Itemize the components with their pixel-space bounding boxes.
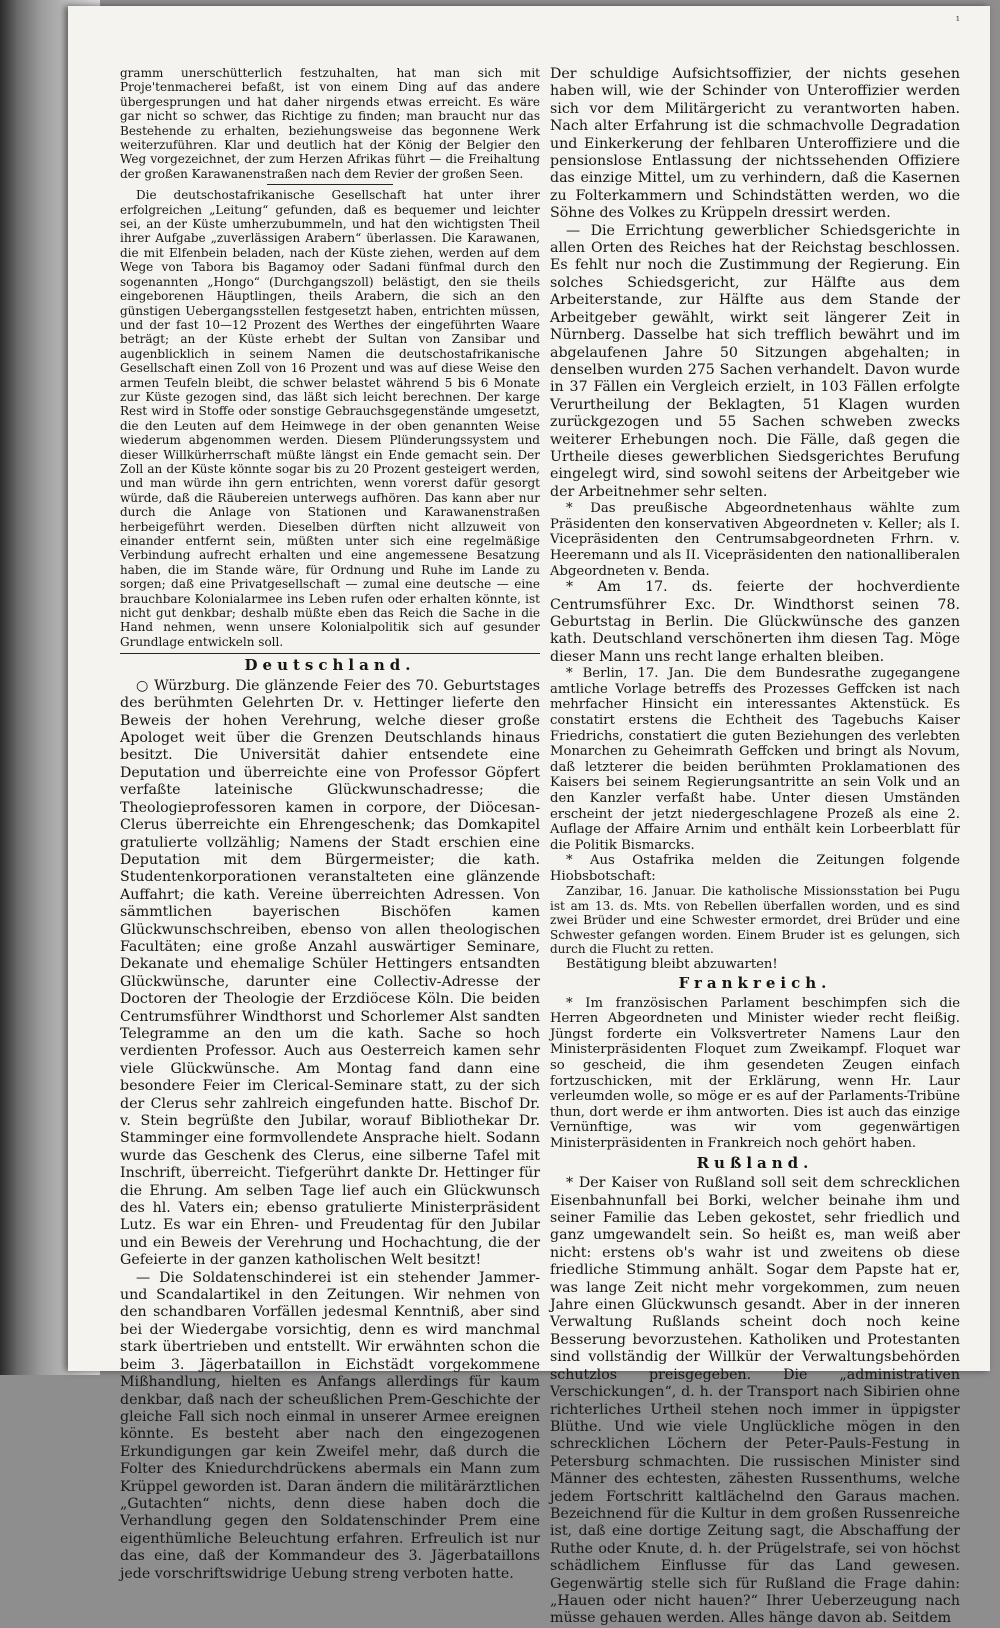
article-wuerzburg: ○ Würzburg. Die glänzende Feier des 70. Geburtstages des berühmten Gelehrten Dr. v. Hettinger lieferte den Beweis der hohen Verehrung, welche dieser große Apologet weit über die Grenzen Deutschlands hinaus besitzt. Die Universität dahier entsendete eine Deputation und überreichte eine von Professor Göpfert verfaßte lateinische Glückwunschadresse; die Theologieprofessoren kamen in corpore, der Diöcesan-Clerus überreichte ein Ehrengeschenk; das Domkapitel gratulierte vollzählig; Namens der Stadt erschien eine Deputation mit dem Bürgermeister; die kath. Studentenkorporationen veranstalteten eine glänzende Auffahrt; die kath. Vereine überreichten Adressen. Von sämmtlichen bayerischen Bischöfen kamen Glückwunschschreiben, ebenso von allen theologischen Facultäten; eine große Anzahl auswärtiger Seminare, Dekanate und ehemalige Schüler Hettingers entsandten Glückwünsche, darunter eine Collectiv-Adresse der Doctoren der Theologie der Erzdiöcese Köln. Die beiden Centrumsführer Windthorst und Schorlemer Alst sandten Telegramme an den um die kath. Sache so hoch verdienten Professor. Auch aus Oesterreich kamen sehr viele Glückwünsche. Am Montag fand dann eine besondere Feier im Clerical-Seminare statt, zu der sich der Clerus sehr zahlreich eingefunden hatte. Bischof Dr. v. Stein begrüßte den Jubilar, worauf Bibliothekar Dr. Stamminger eine formvollendete Ansprache hielt. Sodann wurde das Geschenk des Clerus, eine silberne Tafel mit Inschrift, überreicht. Tiefgerührt dankte Dr. Hettinger für die Ehrung. Am selben Tage lief auch ein Glückwunsch des hl. Vaters ein; ebenso gratulierte Ministerpräsident Lutz. Es war ein Ehren- und Freudentag für den Jubilar und ein Beweis der Verehrung und Hochachtung, die der Gefeierte in der ganzen katholischen Welt besitzt! xyxy=(120,677,540,1269)
divider xyxy=(120,653,540,654)
section-heading-russia: Rußland. xyxy=(696,1153,814,1172)
section-heading-france: Frankreich. xyxy=(678,974,832,993)
article-east-africa-intro: * Aus Ostafrika melden die Zeitungen folgende Hiobsbotschaft: xyxy=(550,853,960,884)
article-colonial-company: Die deutschostafrikanische Gesellschaft hat unter ihrer erfolgreichen „Leitung“ gefunden, daß es bequemer und leichter sei, an der Küste umherzubummeln, und hat den wichtigsten Theil ihrer Aufgabe „zuverlässigen Arabern“ überlassen. Die Karawanen, die mit Elfenbein beladen, nach der Küste ziehen, werden auf dem Wege von Tabora bis Bagamoy oder Sadani fünfmal durch den sogenannten „Hongo“ (Durchgangszoll) belästigt, den sie theils eingeborenen Häuptlingen, theils Arabern, die sich an den günstigen Uebergangsstellen festgesetzt haben, entrichten müssen, und der fast 10—12 Prozent des Werthes der eingeführten Waare beträgt; an der Küste erhebt der Sultan von Zansibar und augenblicklich in seinem Namen die deutschostafrikanische Gesellschaft einen Zoll von 16 Prozent und was auf diese Weise den armen Teufeln bleibt, die schwer belastet während 5 bis 6 Monate zur Küste gezogen sind, das läßt sich leicht berechnen. Der karge Rest wird in Stoffe oder sonstige Gebrauchsgegenstände umgesetzt, die den Leuten auf dem Heimwege in der oben genannten Weise wiederum abgenommen werden. Diesem Plünderungssystem und dieser Willkürherrschaft müßte längst ein Ende gemacht sein. Der Zoll an der Küste könnte sogar bis zu 20 Prozent gesteigert werden, und man würde ihn gern entrichten, wenn vorerst dafür gesorgt würde, daß die Räubereien unterwegs aufhören. Das kann aber nur durch die Anlage von Stationen und Karawanenstraßen herbeigeführt werden. Dieselben dürften nicht allzuweit von einander entfernt sein, müßten unter sich eine regelmäßige Verbindung aufrecht erhalten und eine angemessene Besatzung haben, die im Stande wäre, für Ordnung und Ruhe im Lande zu sorgen; daß eine Privatgesellschaft — zumal eine deutsche — eine brauchbare Kolonialarmee ins Leben rufen oder erhalten könnte, ist nicht gut denkbar; deshalb müßte eben das Reich die Sache in die Hand nehmen, wenn unsere Kolonialpolitik sich auf gesunder Grundlage entwickeln soll. xyxy=(120,188,540,649)
article-russia: * Der Kaiser von Rußland soll seit dem schrecklichen Eisenbahnunfall bei Borki, welcher beinahe ihm und seiner Familie das Leben gekostet, sehr friedlich und ganz umgewandelt sein. So heißt es, man weiß aber nicht: erstens ob's wahr ist und zweitens ob diese friedliche Stimmung anhält. Sogar dem Papste hat er, was lange Zeit nicht mehr vorgekommen, zum neuen Jahre einen Glückwunsch gesandt. Aber in der inneren Verwaltung Rußlands scheint doch noch keine Besserung bevorzustehen. Katholiken und Protestanten sind vollständig der Willkür der Verwaltungsbehörden schutzlos preisgegeben. Die „administrativen Verschickungen“, d. h. der Transport nach Sibirien ohne richterliches Urtheil stehen noch immer in üppigster Blüthe. Und wie viele Unglückliche mögen in den schrecklichen Löchern der Peter-Pauls-Festung in Petersburg schmachten. Die russischen Minister sind Männer des echtesten, zähesten Russenthums, welche jedem Fortschritt kaltlächelnd den Garaus machen. Bezeichnend für die Kultur in dem großen Russenreiche ist, daß eine dortige Zeitung sagt, die Abschaffung der Ruthe oder Knute, d. h. der Prügelstrafe, sei von höchst schädlichem Einflusse für das Land gewesen. Gegenwärtig stelle sich für Rußland die Frage dahin: „Hauen oder nicht hauen?“ Ihrer Ueberzeugung nach müsse gehauen werden. Alles hänge davon ab. Seitdem xyxy=(550,1175,960,1627)
article-windthorst: * Am 17. ds. feierte der hochverdiente Centrumsführer Exc. Dr. Windthorst seinen 78. Geburtstag in Berlin. Die Glückwünsche des ganzen kath. Deutschland verschönerten ihm diesen Tag. Möge dieser Mann uns recht lange erhalten bleiben. xyxy=(550,579,960,665)
article-arbitration-courts: — Die Errichtung gewerblicher Schiedsgerichte in allen Orten des Reiches hat der Reichstag beschlossen. Es fehlt nur noch die Zustimmung der Regierung. Ein solches Schiedsgericht, zur Hälfte aus dem Arbeiterstande, zur Hälfte aus dem Stande der Arbeitgeber gewählt, wirkt seit längerer Zeit in Nürnberg. Dasselbe hat sich trefflich bewährt und im abgelaufenen Jahre 50 Sitzungen abgehalten; in denselben wurden 275 Sachen verhandelt. Davon wurde in 37 Fällen ein Vergleich erzielt, in 103 Fällen erfolgte Verurtheilung der Beklagten, 51 Klagen wurden zurückgezogen und 55 Sachen schweben zwecks weiterer Erhebungen noch. Die Fälle, daß gegen die Urtheile dieses gewerblichen Siedsgerichtes Berufung eingelegt wird, sind sowohl seitens der Arbeitgeber wie der Arbeitnehmer sehr selten. xyxy=(550,222,960,500)
article-prussian-parliament: * Das preußische Abgeordnetenhaus wählte zum Präsidenten den konservativen Abgeordneten v. Keller; als I. Vicepräsidenten den Centrumsabgeordneten Frhrn. v. Heeremann und als II. Vicepräsidenten den nationalliberalen Abgeordneten v. Benda. xyxy=(550,501,960,579)
divider xyxy=(267,184,393,185)
right-column xyxy=(550,66,960,1628)
newspaper-page xyxy=(68,6,990,1627)
page-corner-mark: ¹ xyxy=(955,14,960,27)
article-berlin-geffcken: * Berlin, 17. Jan. Die dem Bundesrathe zugegangene amtliche Vorlage betreffs des Prozesses Geffcken ist nach mehrfacher Hinsicht ein interessantes Aktenstück. Es constatirt erstens die Echtheit des Tagebuchs Kaiser Friedrichs, constatiert die guten Beziehungen des verlebten Monarchen zu Geheimrath Geffcken und bringt als Novum, daß letzterer die beiden berühmten Proklamationen des Kaisers bei seinem Regierungsantritte an sein Volk und an den Kanzler verfaßt habe. Unter diesen Umständen erscheint der jetzt niedergeschlagene Prozeß als eine 2. Auflage der Affaire Arnim und enthält kein Lorbeerblatt für die Politik Bismarcks. xyxy=(550,666,960,853)
left-column xyxy=(120,66,540,1583)
article-france-parliament: * Im französischen Parlament beschimpfen sich die Herren Abgeordneten und Minister wieder recht fleißig. Jüngst forderte ein Volksvertreter Namens Laur den Ministerpräsidenten Floquet zum Zweikampf. Floquet war so gescheid, die ihm gesendeten Zeugen einfach fortzuschicken, mit der Erklärung, wenn Hr. Laur verleumden wolle, so möge er es auf der Parlaments-Tribüne thun, dort werde er ihm antworten. Dies ist auch das einzige Vernünftige, was wir vom gegenwärtigen Ministerpräsidenten in Frankreich noch gehört haben. xyxy=(550,995,960,1152)
article-soldier-abuse: — Die Soldatenschinderei ist ein stehender Jammer- und Scandalartikel in den Zeitungen. Wir nehmen von den schandbaren Vorfällen jedesmal Kenntniß, aber sind bei der Wiedergabe vorsichtig, denn es wird manchmal stark übertrieben und entstellt. Wir erwähnten schon die beim 3. Jägerbataillon in Eichstädt vorgekommene Mißhandlung, hielten es Anfangs allerdings für kaum denkbar, daß nach der scheußlichen Prem-Geschichte der gleiche Fall sich noch einmal in unserer Armee ereignen könnte. Es besteht aber nach den eingezogenen Erkundigungen gar kein Zweifel mehr, daß durch die Folter des Kniedurchdrückens abermals ein Mann zum Krüppel geworden ist. Daran ändern die militärärztlichen „Gutachten“ nichts, denn diese haben doch die Verhandlung gegen den Soldatenschinder Prem eine eigenthümliche Beleuchtung erfahren. Erfreulich ist nur das eine, daß der Kommandeur des 3. Jägerbataillons jede vorschriftswidrige Uebung streng verboten hatte. xyxy=(120,1269,540,1582)
section-heading-germany: Deutschland. xyxy=(244,656,416,675)
article-soldier-abuse-continued: Der schuldige Aufsichtsoffizier, der nichts gesehen haben will, wie der Schinder von Unteroffizier werden sich vor dem Militärgericht zu verantworten haben. Nach alter Erfahrung ist die schmachvolle Degradation und Einkerkerung der fehlbaren Unteroffiziere und die pensionslose Entlassung der nichtssehenden Offiziere das einzige Mittel, um zu verhindern, daß die Kasernen zu Folterkammern und Schindstätten werden, wo die Söhne des Volkes zu Krüppeln dressirt werden. xyxy=(550,66,960,222)
article-confirmation-note: Bestätigung bleibt abzuwarten! xyxy=(566,956,778,972)
article-colonial-continuation: gramm unerschütterlich festzuhalten, hat man sich mit Proje'tenmacherei befaßt, ist von einem Ding auf das andere übergesprungen und hat daher nirgends etwas erreicht. Es wäre gar nicht so schwer, das Richtige zu finden; man braucht nur das Bestehende zu erhalten, beziehungsweise das begonnene Werk weiterzuführen. Klar und deutlich hat der König der Belgier den Weg vorgezeichnet, der zum Herzen Afrikas führt — die Freihaltung der großen Karawanenstraßen nach dem Revier der großen Seen. xyxy=(120,66,540,181)
article-zanzibar: Zanzibar, 16. Januar. Die katholische Missionsstation bei Pugu ist am 13. ds. Mts. von Rebellen überfallen worden, und es sind zwei Brüder und eine Schwester ermordet, drei Brüder und eine Schwester gefangen worden. Einem Bruder ist es gelungen, sich durch die Flucht zu retten. xyxy=(550,884,960,957)
